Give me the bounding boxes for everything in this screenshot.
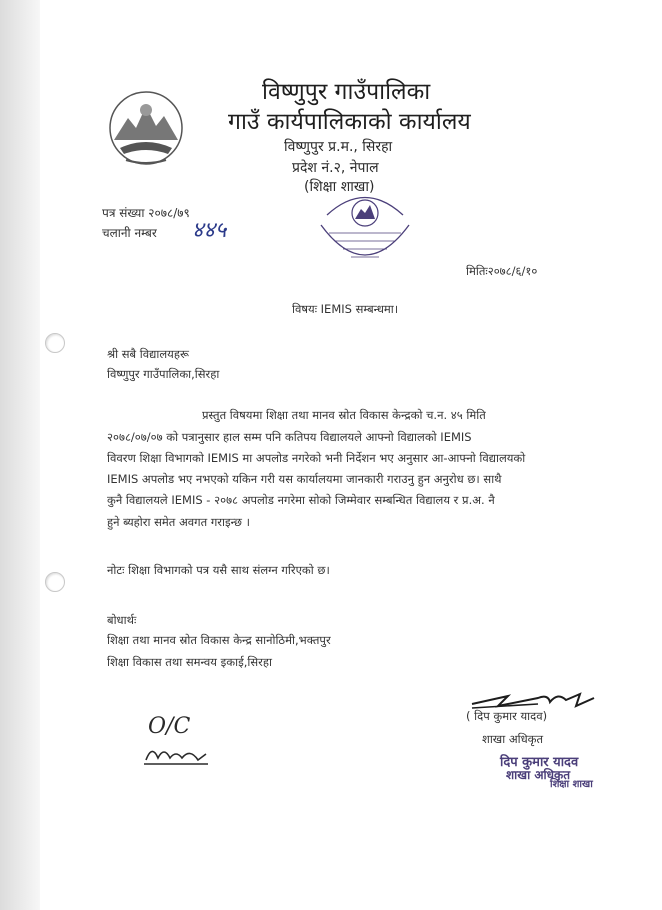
addressee-line-2: विष्णुपुर गाउँपालिका,सिरहा [107, 367, 220, 381]
punch-hole-bottom [45, 572, 65, 592]
officer-stamp-dept: शिक्षा शाखा [550, 779, 593, 790]
letter-subject: विषयः IEMIS सम्बन्धमा। [292, 302, 399, 316]
officer-stamp-title: शाखा अधिकृत [506, 768, 571, 782]
officer-stamp-name: दिप कुमार यादव [500, 755, 579, 770]
dispatch-number-handwritten: ४४५ [192, 218, 227, 243]
letter-note: नोटः शिक्षा विभागको पत्र यसै साथ संलग्न गरिएको छ। [107, 563, 330, 577]
body-line-2: २०७८/०७/०७ को पत्रानुसार हाल सम्म पनि कतिपय विद्यालयले आफ्नो विद्यालको IEMIS [107, 430, 472, 444]
cc-label: बोधार्थः [107, 613, 137, 627]
punch-hole-top [45, 333, 65, 353]
header-office-name: गाउँ कार्यपालिकाको कार्यालय [228, 109, 471, 135]
cc-line-1: शिक्षा तथा मानव स्रोत विकास केन्द्र सानोठिमी,भक्तपुर [107, 633, 331, 647]
handwritten-oc: O/C [148, 714, 191, 739]
body-line-5: कुनै विद्यालयले IEMIS - २०७८ अपलोड नगरेमा सोको जिम्मेवार सम्बन्धित विद्यालय र प्र.अ. नै [107, 493, 495, 507]
body-line-6: हुने ब्यहोरा समेत अवगत गराइन्छ । [107, 515, 250, 529]
handwritten-initials [142, 742, 212, 770]
header-municipality-name: विष्णुपुर गाउँपालिका [262, 79, 431, 105]
dispatch-number-label: चलानी नम्बर [102, 226, 157, 240]
body-line-1: प्रस्तुत विषयमा शिक्षा तथा मानव स्रोत विकास केन्द्रको च.न. ४५ मिति [202, 408, 486, 422]
nepal-emblem-logo [106, 88, 186, 168]
office-round-stamp [315, 185, 415, 275]
cc-line-2: शिक्षा विकास तथा समन्वय इकाई,सिरहा [107, 655, 272, 669]
signatory-title: शाखा अधिकृत [482, 732, 544, 746]
body-line-4: IEMIS अपलोड भए नभएको यकिन गरी यस कार्यालयमा जानकारी गराउनु हुन अनुरोध छ। साथै [107, 472, 502, 486]
letter-date: मितिः२०७८/६/१० [466, 264, 538, 278]
header-section: (शिक्षा शाखा) [304, 179, 375, 195]
header-address: विष्णुपुर प्र.म., सिरहा [284, 139, 393, 155]
letter-number: पत्र संख्या २०७८/७९ [102, 206, 190, 220]
header-province: प्रदेश नं.२, नेपाल [292, 160, 379, 176]
body-line-3: विवरण शिक्षा विभागको IEMIS मा अपलोड नगरेको भनी निर्देशन भए अनुसार आ-आफ्नो विद्यालयको [107, 451, 526, 465]
signatory-name: ( दिप कुमार यादव) [466, 709, 548, 723]
addressee-line-1: श्री सबै विद्यालयहरू [107, 347, 189, 361]
